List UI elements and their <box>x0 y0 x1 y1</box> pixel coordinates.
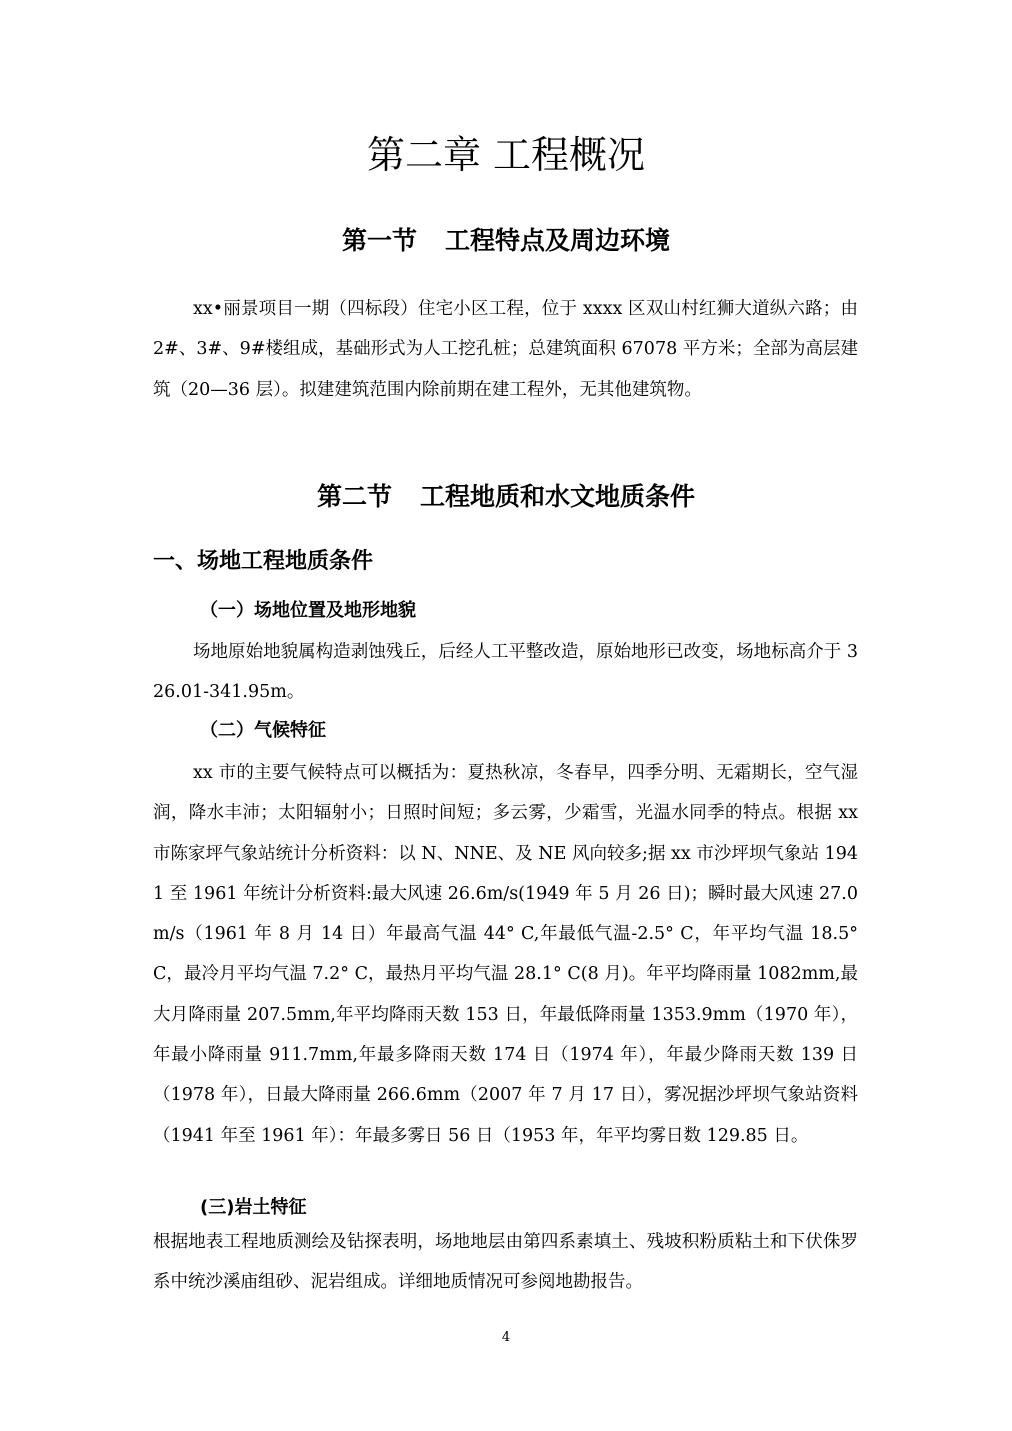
section-1-paragraph: xx•丽景项目一期（四标段）住宅小区工程，位于 xxxx 区双山村红狮大道纵六路；由 2#、3#、9#楼组成，基础形式为人工挖孔桩；总建筑面积 67078 平方米；全部为高层建筑（20—36 层）。拟建建筑范围内除前期在建工程外，无其他建筑物。 <box>153 299 858 400</box>
section-2-heading: 一、场地工程地质条件 <box>153 549 374 574</box>
chapter-title: 第二章 工程概况 <box>366 133 646 177</box>
subsection-1-title: （一）场地位置及地形地貌 <box>200 600 416 621</box>
page-number: 4 <box>501 1330 511 1345</box>
subsection-2-title: （二）气候特征 <box>200 720 326 741</box>
subsection-3-paragraph: 根据地表工程地质测绘及钻探表明，场地地层由第四系素填土、残坡积粉质粘土和下伏侏罗系中统沙溪庙组砂、泥岩组成。详细地质情况可参阅地勘报告。 <box>153 1232 858 1293</box>
section-2-title-text: 工程地质和水文地质条件 <box>420 482 696 511</box>
section-2-title <box>0 480 1012 514</box>
section-1-number: 第一节 <box>341 226 417 255</box>
section-1-title-text: 工程特点及周边环境 <box>445 226 671 255</box>
subsection-2-paragraph: xx 市的主要气候特点可以概括为：夏热秋凉，冬春早，四季分明、无霜期长，空气湿润，降水丰沛；太阳辐射小；日照时间短；多云雾，少霜雪，光温水同季的特点。根据 xx 市陈家坪气象站统计分析资料：以 N、NNE、及 NE 风向较多;据 xx 市沙坪坝气象站 1941 至 1961 年统计分析资料:最大风速 26.6m/s(1949 年 5 月 26 日)；瞬时最大风速 27.0m/s（1961 年 8 月 14 日）年最高气温 44° C,年最低气温-2.5° C，年平均气温 18.5° C，最冷月平均气温 7.2° C，最热月平均气温 28.1° C(8 月)。年平均降雨量 1082mm,最大月降雨量 207.5mm,年平均降雨天数 153 日，年最低降雨量 1353.9mm（1970 年），年最小降雨量 911.7mm,年最多降雨天数 174 日（1974 年），年最少降雨天数 139 日（1978 年），日最大降雨量 266.6mm（2007 年 7 月 17 日），雾况据沙坪坝气象站资料（1941 年至 1961 年）：年最多雾日 56 日（1953 年，年平均雾日数 129.85 日。 <box>153 763 858 1146</box>
subsection-1-paragraph: 场地原始地貌属构造剥蚀残丘，后经人工平整改造，原始地形已改变，场地标高介于 326.01-341.95m。 <box>153 642 858 703</box>
section-1-title <box>0 224 1012 258</box>
section-2-number: 第二节 <box>316 482 392 511</box>
subsection-3-title: (三)岩土特征 <box>200 1197 307 1218</box>
